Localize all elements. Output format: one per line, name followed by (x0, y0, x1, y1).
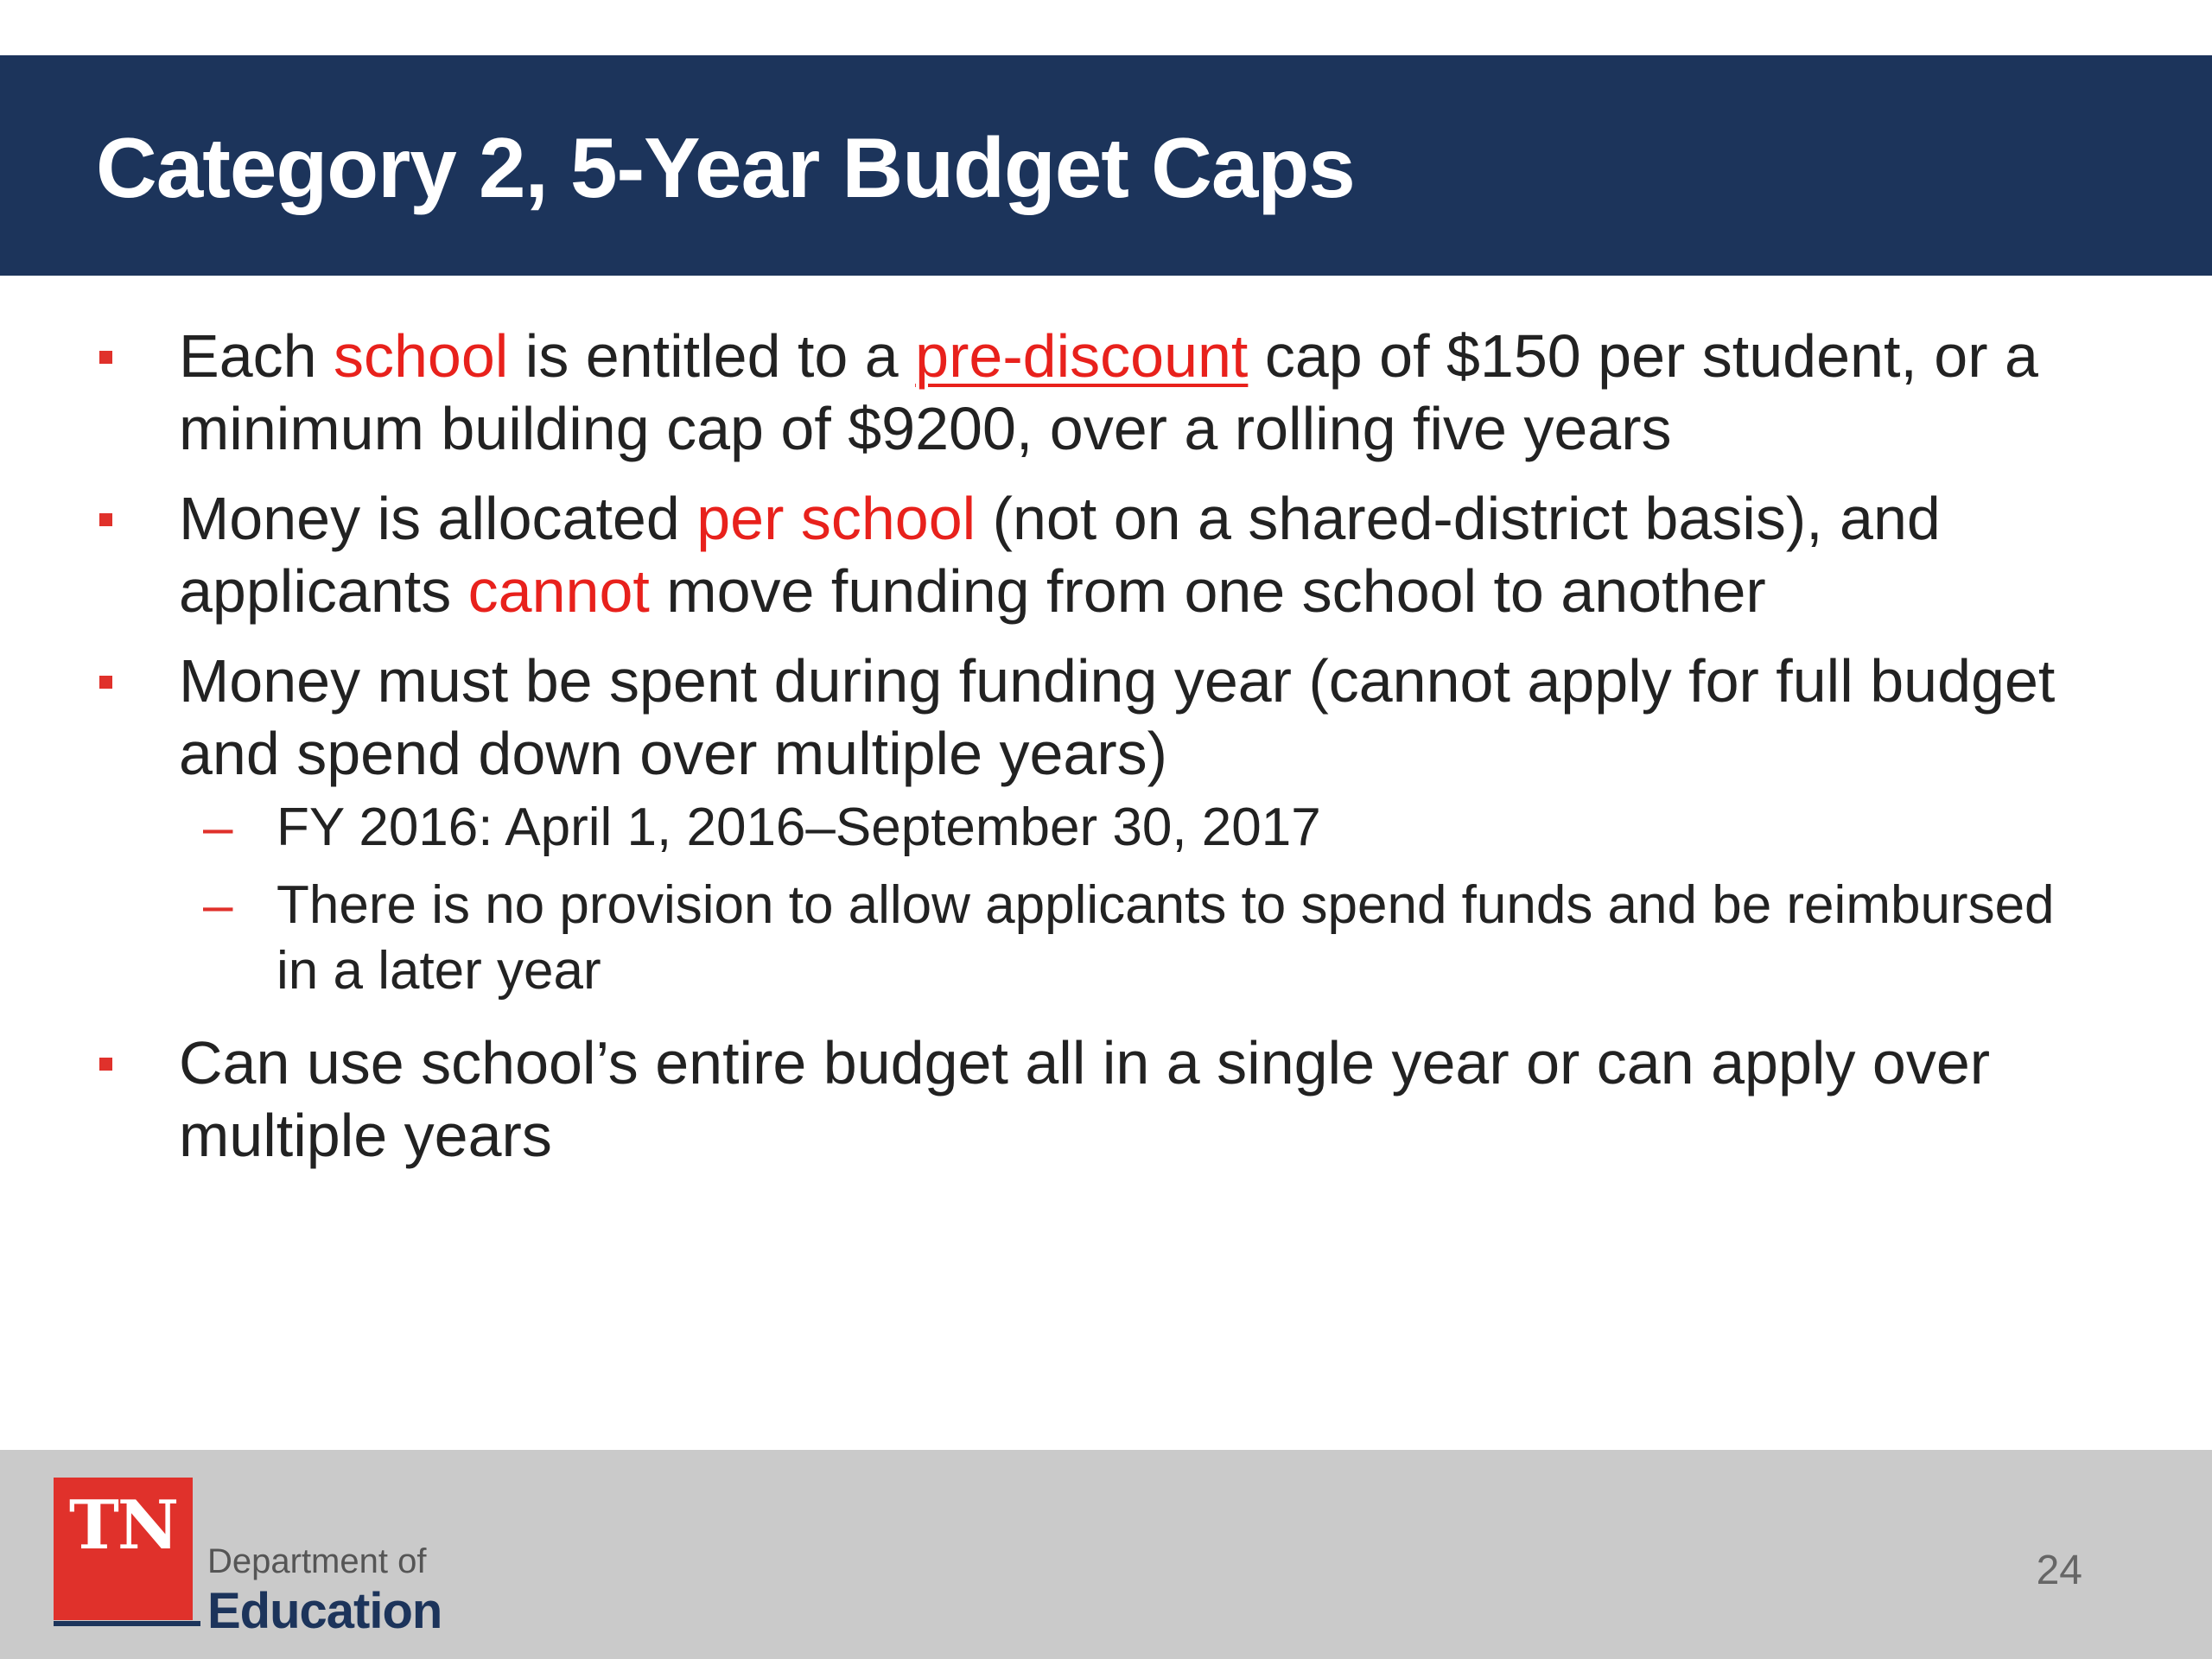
bullet-item (179, 482, 2106, 627)
slide-title: Category 2, 5-Year Budget Caps (96, 120, 1355, 215)
tn-logo (54, 1478, 193, 1620)
logo-education-text: Education (207, 1583, 442, 1639)
bullet-text: cap of $150 per student, or a minimum building cap of $9200, over a rolling five years (179, 322, 2038, 462)
sub-bullet-text: FY 2016: April 1, 2016–September 30, 2017 (276, 798, 1321, 857)
highlight-text: school (334, 322, 509, 390)
bullet-item (179, 320, 2106, 465)
square-bullet-icon (99, 513, 112, 526)
logo-department-text: Department of (207, 1542, 427, 1580)
bullet-text: Each (179, 322, 334, 390)
bullet-text: Money must be spent during funding year (cannot apply for full budget and spend down over multiple years) (179, 647, 2056, 787)
bullet-text: is entitled to a (508, 322, 916, 390)
highlight-text: per school (696, 485, 976, 552)
square-bullet-icon (99, 1058, 112, 1071)
bullet-item (179, 645, 2106, 790)
dash-bullet-icon: – (203, 798, 233, 857)
sub-bullet-text: There is no provision to allow applicants to spend funds and be reimbursed in a later year (276, 875, 2055, 1001)
title-bar (0, 55, 2212, 276)
bullet-text: move funding from one school to another (649, 557, 1766, 625)
bullet-item (179, 1027, 2106, 1172)
sub-bullet-list (0, 795, 2212, 1004)
page-number: 24 (2036, 1548, 2082, 1593)
square-bullet-icon (99, 676, 112, 689)
logo-mark-text: TN (68, 1486, 178, 1565)
sub-bullet-item (203, 795, 2091, 861)
highlight-text: cannot (467, 557, 650, 625)
logo-underline (54, 1621, 200, 1626)
square-bullet-icon (99, 351, 112, 364)
bullet-text: Can use school’s entire budget all in a single year or can apply over multiple years (179, 1029, 1991, 1169)
dash-bullet-icon: – (203, 875, 233, 935)
sub-bullet-item (203, 873, 2091, 1004)
bullet-text: (not on a shared-district basis), and applicants (179, 485, 1941, 625)
slide-body (0, 320, 2212, 1189)
bullet-text: Money is allocated (179, 485, 697, 552)
underlined-highlight-text: pre-discount (915, 322, 1249, 390)
